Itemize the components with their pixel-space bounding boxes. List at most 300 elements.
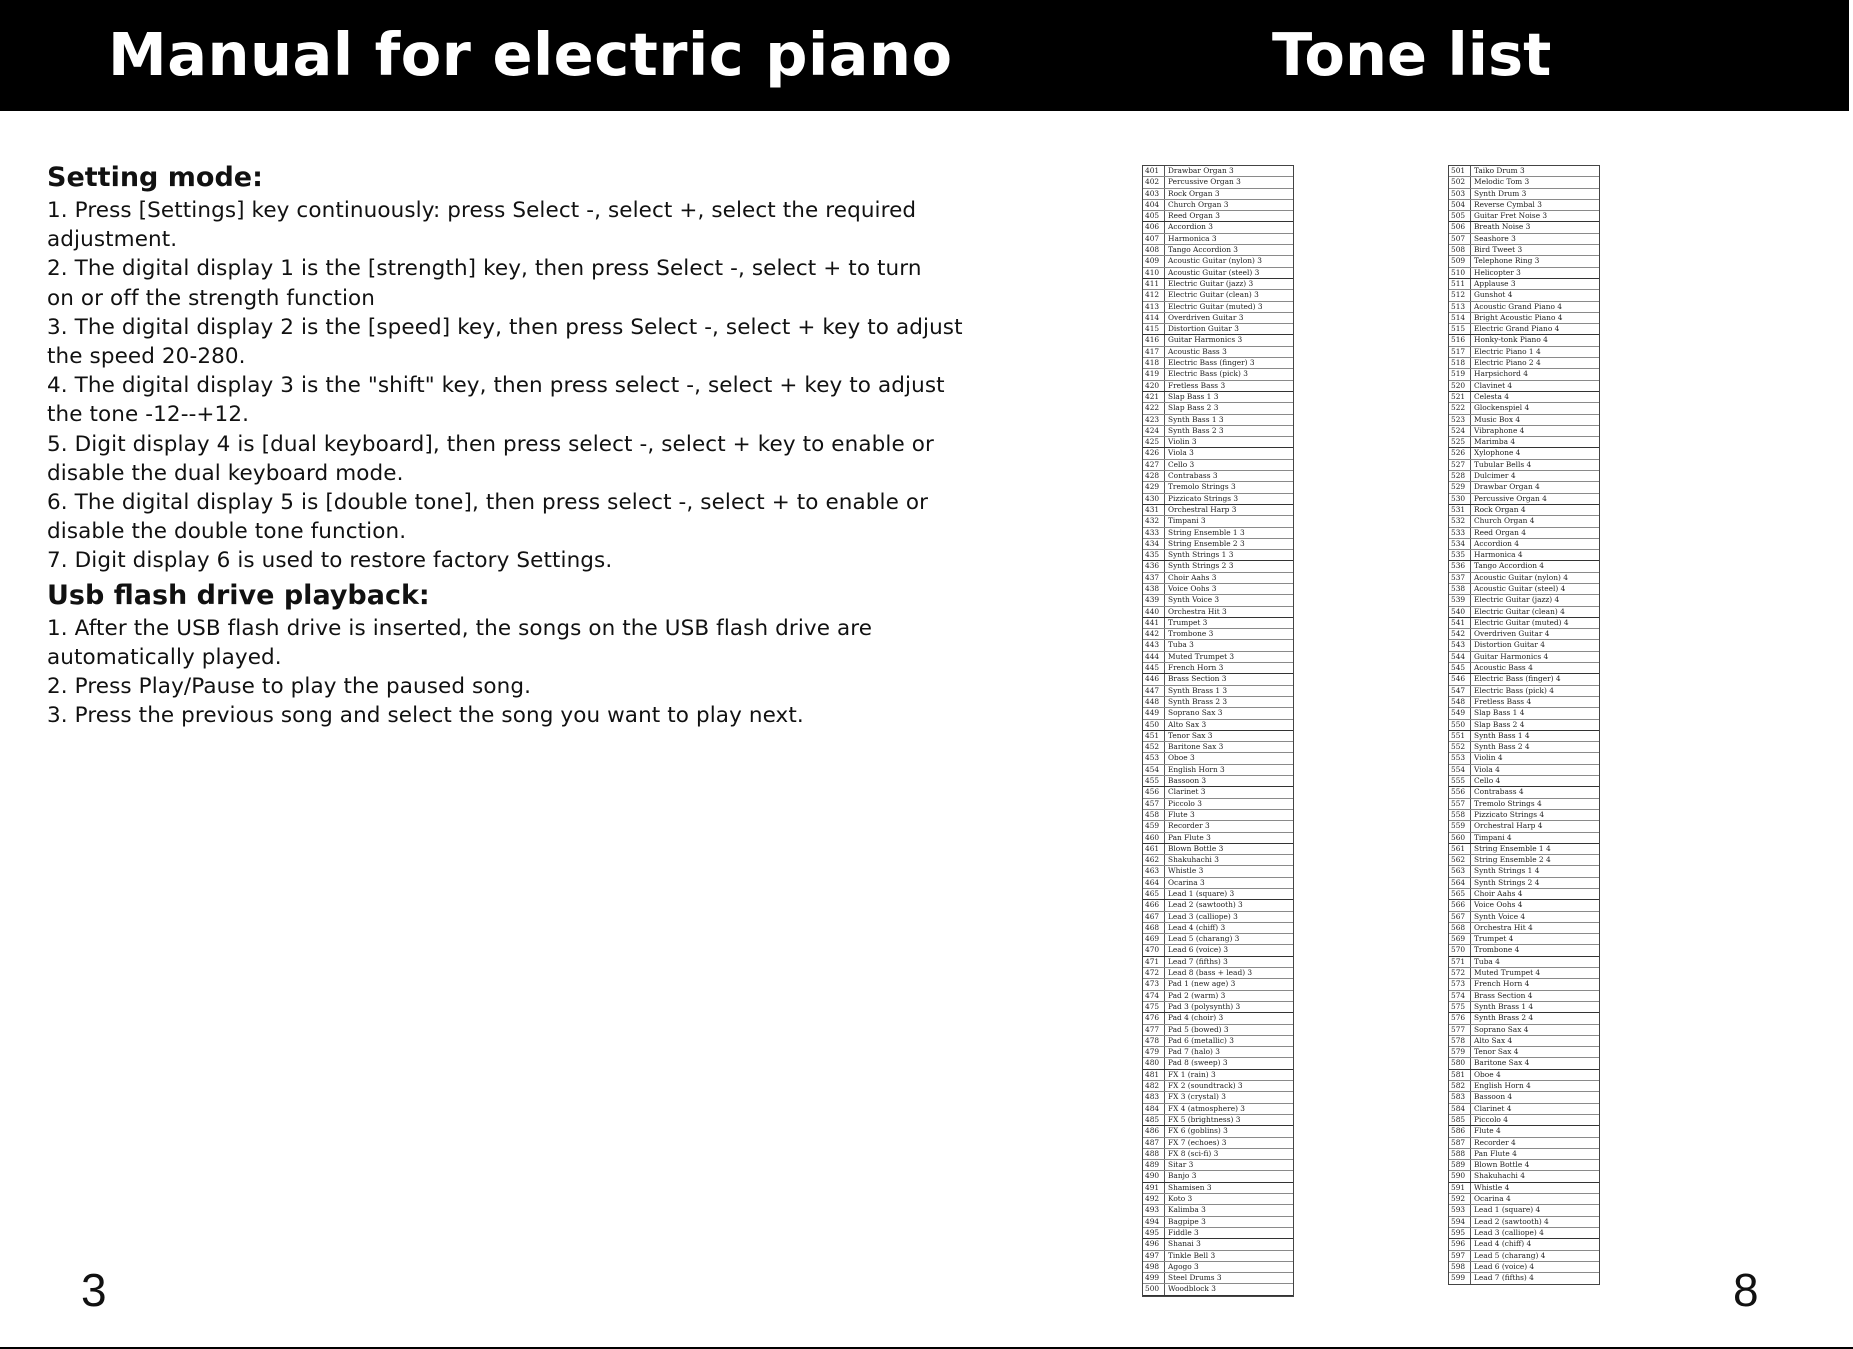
tone-name: Clavinet 4 bbox=[1474, 380, 1513, 390]
tone-number: 433 bbox=[1143, 528, 1165, 538]
tone-name: Pad 3 (polysynth) 3 bbox=[1168, 1001, 1241, 1011]
tone-row bbox=[1143, 1205, 1293, 1216]
tone-number: 459 bbox=[1143, 821, 1165, 831]
instructions-column bbox=[47, 158, 963, 730]
tone-row bbox=[1143, 415, 1293, 426]
tone-name: Dulcimer 4 bbox=[1474, 471, 1516, 481]
tone-row bbox=[1143, 1047, 1293, 1058]
tone-row bbox=[1143, 516, 1293, 527]
tone-name: FX 5 (brightness) 3 bbox=[1168, 1114, 1241, 1124]
tone-number: 425 bbox=[1143, 437, 1165, 447]
tone-row bbox=[1449, 222, 1599, 233]
tone-name: Harmonica 4 bbox=[1474, 550, 1523, 560]
tone-number: 539 bbox=[1449, 595, 1471, 605]
tone-name: Electric Bass (pick) 3 bbox=[1168, 369, 1248, 379]
tone-row bbox=[1449, 494, 1599, 505]
tone-number: 511 bbox=[1449, 279, 1471, 289]
tone-row bbox=[1143, 302, 1293, 313]
tone-number: 413 bbox=[1143, 302, 1165, 312]
tone-number: 485 bbox=[1143, 1115, 1165, 1125]
tone-row bbox=[1449, 358, 1599, 369]
tone-name: Agogo 3 bbox=[1168, 1261, 1199, 1271]
tone-number: 412 bbox=[1143, 290, 1165, 300]
tone-row bbox=[1143, 1171, 1293, 1182]
tone-number: 506 bbox=[1449, 222, 1471, 232]
tone-number: 441 bbox=[1143, 618, 1165, 628]
tone-name: Synth Voice 4 bbox=[1474, 911, 1526, 921]
tone-number: 523 bbox=[1449, 415, 1471, 425]
tone-number: 457 bbox=[1143, 799, 1165, 809]
tone-row bbox=[1143, 731, 1293, 742]
tone-row bbox=[1449, 1070, 1599, 1081]
tone-number: 524 bbox=[1449, 426, 1471, 436]
tone-row bbox=[1449, 663, 1599, 674]
tone-row bbox=[1449, 166, 1599, 177]
tone-row bbox=[1143, 448, 1293, 459]
tone-name: Lead 6 (voice) 3 bbox=[1168, 945, 1229, 955]
tone-row bbox=[1143, 573, 1293, 584]
tone-name: Fretless Bass 3 bbox=[1168, 380, 1226, 390]
tone-row bbox=[1449, 833, 1599, 844]
tone-number: 585 bbox=[1449, 1115, 1471, 1125]
tone-name: Percussive Organ 4 bbox=[1474, 493, 1547, 503]
tone-name: Synth Brass 2 3 bbox=[1168, 696, 1228, 706]
tone-number: 577 bbox=[1449, 1025, 1471, 1035]
tone-name: Lead 7 (fifths) 3 bbox=[1168, 956, 1228, 966]
tone-number: 435 bbox=[1143, 550, 1165, 560]
instruction-line: 4. The digital display 3 is the "shift" key, then press select -, select + key to adjust bbox=[47, 373, 945, 399]
tone-name: Pan Flute 4 bbox=[1474, 1148, 1517, 1158]
tone-number: 453 bbox=[1143, 753, 1165, 763]
tone-row bbox=[1449, 1273, 1599, 1284]
tone-name: Pad 7 (halo) 3 bbox=[1168, 1047, 1220, 1057]
tone-name: Synth Bass 2 3 bbox=[1168, 425, 1224, 435]
tone-name: Tremolo Strings 3 bbox=[1168, 482, 1236, 492]
tone-row bbox=[1143, 878, 1293, 889]
tone-name: Acoustic Grand Piano 4 bbox=[1474, 301, 1562, 311]
tone-name: Pad 8 (sweep) 3 bbox=[1168, 1058, 1228, 1068]
tone-list-table-501-599 bbox=[1448, 165, 1600, 1285]
tone-number: 589 bbox=[1449, 1160, 1471, 1170]
tone-row bbox=[1143, 663, 1293, 674]
tone-row bbox=[1449, 516, 1599, 527]
tone-row bbox=[1143, 889, 1293, 900]
tone-row bbox=[1449, 335, 1599, 346]
tone-number: 597 bbox=[1449, 1251, 1471, 1261]
tone-name: Electric Guitar (jazz) 3 bbox=[1168, 278, 1254, 288]
tone-name: Orchestral Harp 3 bbox=[1168, 504, 1237, 514]
tone-number: 564 bbox=[1449, 878, 1471, 888]
tone-name: Bassoon 3 bbox=[1168, 776, 1207, 786]
tone-number: 570 bbox=[1449, 945, 1471, 955]
tone-name: English Horn 4 bbox=[1474, 1081, 1531, 1091]
tone-name: Timpani 4 bbox=[1474, 832, 1512, 842]
tone-number: 494 bbox=[1143, 1217, 1165, 1227]
tone-name: Lead 7 (fifths) 4 bbox=[1474, 1273, 1534, 1283]
tone-row bbox=[1143, 290, 1293, 301]
tone-number: 575 bbox=[1449, 1002, 1471, 1012]
tone-name: Lead 5 (charang) 4 bbox=[1474, 1250, 1546, 1260]
tone-row bbox=[1143, 426, 1293, 437]
setting-mode-text bbox=[47, 196, 963, 576]
tone-row bbox=[1449, 1171, 1599, 1182]
tone-name: Bagpipe 3 bbox=[1168, 1216, 1206, 1226]
tone-number: 525 bbox=[1449, 437, 1471, 447]
tone-row bbox=[1449, 573, 1599, 584]
tone-name: Lead 5 (charang) 3 bbox=[1168, 934, 1240, 944]
tone-name: Synth Voice 3 bbox=[1168, 595, 1220, 605]
tone-row bbox=[1143, 403, 1293, 414]
tone-number: 540 bbox=[1449, 607, 1471, 617]
tone-row bbox=[1143, 686, 1293, 697]
tone-row bbox=[1143, 720, 1293, 731]
page-number-left: 3 bbox=[81, 1264, 107, 1316]
tone-row bbox=[1449, 787, 1599, 798]
tone-row bbox=[1449, 844, 1599, 855]
tone-name: Ocarina 3 bbox=[1168, 877, 1205, 887]
tone-row bbox=[1449, 1251, 1599, 1262]
tone-number: 551 bbox=[1449, 731, 1471, 741]
tone-row bbox=[1449, 539, 1599, 550]
tone-number: 542 bbox=[1449, 629, 1471, 639]
tone-name: Timpani 3 bbox=[1168, 516, 1206, 526]
instruction-line: adjustment. bbox=[47, 227, 178, 253]
tone-row bbox=[1143, 957, 1293, 968]
tone-name: Orchestra Hit 3 bbox=[1168, 606, 1227, 616]
tone-number: 483 bbox=[1143, 1092, 1165, 1102]
tone-number: 514 bbox=[1449, 313, 1471, 323]
tone-row bbox=[1143, 505, 1293, 516]
tone-number: 447 bbox=[1143, 686, 1165, 696]
tone-number: 504 bbox=[1449, 200, 1471, 210]
tone-name: Reed Organ 4 bbox=[1474, 527, 1526, 537]
tone-number: 429 bbox=[1143, 482, 1165, 492]
tone-name: Violin 3 bbox=[1168, 437, 1197, 447]
instruction-line: 1. After the USB flash drive is inserted, the songs on the USB flash drive are bbox=[47, 615, 873, 641]
tone-list-table-401-500 bbox=[1142, 165, 1294, 1297]
tone-number: 536 bbox=[1449, 561, 1471, 571]
tone-row bbox=[1449, 177, 1599, 188]
tone-name: FX 3 (crystal) 3 bbox=[1168, 1092, 1226, 1102]
tone-row bbox=[1449, 1194, 1599, 1205]
tone-number: 502 bbox=[1449, 177, 1471, 187]
tone-row bbox=[1449, 211, 1599, 222]
tone-row bbox=[1143, 1217, 1293, 1228]
tone-name: Acoustic Guitar (nylon) 3 bbox=[1168, 256, 1262, 266]
tone-name: FX 7 (echoes) 3 bbox=[1168, 1137, 1227, 1147]
tone-number: 499 bbox=[1143, 1273, 1165, 1283]
tone-row bbox=[1143, 844, 1293, 855]
tone-number: 482 bbox=[1143, 1081, 1165, 1091]
tone-name: Guitar Fret Noise 3 bbox=[1474, 211, 1548, 221]
tone-row bbox=[1449, 505, 1599, 516]
tone-number: 510 bbox=[1449, 268, 1471, 278]
tone-number: 448 bbox=[1143, 697, 1165, 707]
tone-name: Flute 4 bbox=[1474, 1126, 1501, 1136]
tone-number: 532 bbox=[1449, 516, 1471, 526]
tone-number: 465 bbox=[1143, 889, 1165, 899]
tone-number: 497 bbox=[1143, 1251, 1165, 1261]
tone-number: 489 bbox=[1143, 1160, 1165, 1170]
tone-name: Synth Brass 1 4 bbox=[1474, 1001, 1534, 1011]
tone-name: Lead 4 (chiff) 4 bbox=[1474, 1239, 1532, 1249]
instruction-line: on or off the strength function bbox=[47, 285, 376, 311]
tone-name: Steel Drums 3 bbox=[1168, 1273, 1222, 1283]
tone-name: FX 1 (rain) 3 bbox=[1168, 1069, 1216, 1079]
tone-row bbox=[1143, 968, 1293, 979]
tone-row bbox=[1143, 189, 1293, 200]
tone-number: 598 bbox=[1449, 1262, 1471, 1272]
tone-number: 546 bbox=[1449, 674, 1471, 684]
tone-name: Melodic Tom 3 bbox=[1474, 177, 1530, 187]
tone-name: Soprano Sax 4 bbox=[1474, 1024, 1529, 1034]
tone-row bbox=[1449, 1104, 1599, 1115]
tone-row bbox=[1449, 437, 1599, 448]
tone-name: Tango Accordion 4 bbox=[1474, 561, 1545, 571]
tone-number: 547 bbox=[1449, 686, 1471, 696]
tone-name: Lead 8 (bass + lead) 3 bbox=[1168, 968, 1253, 978]
tone-row bbox=[1143, 945, 1293, 956]
tone-row bbox=[1449, 471, 1599, 482]
tone-name: Pizzicato Strings 4 bbox=[1474, 809, 1545, 819]
tone-number: 596 bbox=[1449, 1239, 1471, 1249]
instruction-line: the speed 20-280. bbox=[47, 344, 246, 370]
tone-row bbox=[1143, 584, 1293, 595]
tone-name: Glockenspiel 4 bbox=[1474, 403, 1530, 413]
instruction-line: 5. Digit display 4 is [dual keyboard], then press select -, select + key to enable or bbox=[47, 431, 934, 457]
tone-number: 584 bbox=[1449, 1104, 1471, 1114]
tone-number: 508 bbox=[1449, 245, 1471, 255]
tone-name: Acoustic Bass 4 bbox=[1474, 663, 1533, 673]
tone-number: 538 bbox=[1449, 584, 1471, 594]
tone-row bbox=[1143, 1025, 1293, 1036]
tone-name: Clarinet 4 bbox=[1474, 1103, 1512, 1113]
tone-number: 566 bbox=[1449, 900, 1471, 910]
tone-name: Electric Guitar (jazz) 4 bbox=[1474, 595, 1560, 605]
tone-row bbox=[1449, 200, 1599, 211]
tone-name: Harpsichord 4 bbox=[1474, 369, 1528, 379]
tone-row bbox=[1143, 923, 1293, 934]
tone-row bbox=[1449, 821, 1599, 832]
tone-number: 587 bbox=[1449, 1138, 1471, 1148]
tone-number: 554 bbox=[1449, 765, 1471, 775]
tone-row bbox=[1143, 369, 1293, 380]
tone-name: Piccolo 3 bbox=[1168, 798, 1202, 808]
tone-name: Rock Organ 4 bbox=[1474, 504, 1526, 514]
tone-number: 507 bbox=[1449, 234, 1471, 244]
tone-number: 526 bbox=[1449, 448, 1471, 458]
tone-row bbox=[1449, 1217, 1599, 1228]
tone-number: 527 bbox=[1449, 460, 1471, 470]
tone-name: Distortion Guitar 4 bbox=[1474, 640, 1545, 650]
tone-name: Tenor Sax 4 bbox=[1474, 1047, 1519, 1057]
tone-number: 521 bbox=[1449, 392, 1471, 402]
tone-name: Blown Bottle 4 bbox=[1474, 1160, 1530, 1170]
tone-name: Vibraphone 4 bbox=[1474, 425, 1525, 435]
tone-name: Slap Bass 2 4 bbox=[1474, 719, 1525, 729]
tone-row bbox=[1143, 1138, 1293, 1149]
tone-row bbox=[1449, 923, 1599, 934]
tone-number: 436 bbox=[1143, 561, 1165, 571]
tone-number: 509 bbox=[1449, 256, 1471, 266]
instruction-line: disable the double tone function. bbox=[47, 519, 407, 545]
tone-row bbox=[1449, 991, 1599, 1002]
tone-name: Acoustic Guitar (nylon) 4 bbox=[1474, 572, 1568, 582]
tone-number: 533 bbox=[1449, 528, 1471, 538]
tone-number: 476 bbox=[1143, 1013, 1165, 1023]
tone-number: 471 bbox=[1143, 957, 1165, 967]
tone-row bbox=[1449, 765, 1599, 776]
tone-number: 518 bbox=[1449, 358, 1471, 368]
tone-row bbox=[1143, 991, 1293, 1002]
tone-row bbox=[1449, 742, 1599, 753]
usb-playback-heading: Usb flash drive playback: bbox=[47, 579, 430, 611]
tone-number: 599 bbox=[1449, 1273, 1471, 1284]
tone-row bbox=[1143, 460, 1293, 471]
tone-number: 595 bbox=[1449, 1228, 1471, 1238]
tone-name: Oboe 4 bbox=[1474, 1069, 1501, 1079]
tone-number: 452 bbox=[1143, 742, 1165, 752]
tone-number: 519 bbox=[1449, 369, 1471, 379]
tone-number: 434 bbox=[1143, 539, 1165, 549]
tone-row bbox=[1143, 618, 1293, 629]
tone-number: 428 bbox=[1143, 471, 1165, 481]
tone-number: 493 bbox=[1143, 1205, 1165, 1215]
tone-row bbox=[1143, 245, 1293, 256]
tone-number: 424 bbox=[1143, 426, 1165, 436]
tone-row bbox=[1449, 595, 1599, 606]
tone-number: 582 bbox=[1449, 1081, 1471, 1091]
tone-row bbox=[1143, 1070, 1293, 1081]
tone-number: 594 bbox=[1449, 1217, 1471, 1227]
tone-number: 531 bbox=[1449, 505, 1471, 515]
tone-name: FX 8 (sci-fi) 3 bbox=[1168, 1148, 1219, 1158]
tone-number: 461 bbox=[1143, 844, 1165, 854]
tone-row bbox=[1449, 776, 1599, 787]
tone-row bbox=[1449, 1115, 1599, 1126]
tone-row bbox=[1449, 381, 1599, 392]
tone-row bbox=[1143, 1115, 1293, 1126]
tone-row bbox=[1143, 1081, 1293, 1092]
tone-row bbox=[1449, 561, 1599, 572]
tone-row bbox=[1449, 1228, 1599, 1239]
tone-name: Cello 3 bbox=[1168, 459, 1195, 469]
tone-number: 578 bbox=[1449, 1036, 1471, 1046]
tone-name: Pad 5 (bowed) 3 bbox=[1168, 1024, 1229, 1034]
tone-row bbox=[1143, 1251, 1293, 1262]
tone-name: Synth Strings 1 4 bbox=[1474, 866, 1540, 876]
tone-row bbox=[1449, 945, 1599, 956]
tone-number: 565 bbox=[1449, 889, 1471, 899]
tone-row bbox=[1449, 1205, 1599, 1216]
tone-row bbox=[1143, 200, 1293, 211]
tone-row bbox=[1449, 403, 1599, 414]
tone-name: Taiko Drum 3 bbox=[1474, 166, 1525, 175]
tone-number: 480 bbox=[1143, 1058, 1165, 1068]
tone-name: Synth Bass 2 4 bbox=[1474, 742, 1530, 752]
tone-number: 590 bbox=[1449, 1171, 1471, 1181]
tone-number: 462 bbox=[1143, 855, 1165, 865]
tone-name: Lead 2 (sawtooth) 3 bbox=[1168, 900, 1243, 910]
tone-name: Contrabass 3 bbox=[1168, 471, 1218, 481]
tone-number: 495 bbox=[1143, 1228, 1165, 1238]
tone-name: String Ensemble 1 4 bbox=[1474, 843, 1551, 853]
tone-name: Fiddle 3 bbox=[1168, 1227, 1199, 1237]
tone-name: Tuba 4 bbox=[1474, 956, 1500, 966]
tone-row bbox=[1143, 833, 1293, 844]
tone-number: 501 bbox=[1449, 166, 1471, 176]
tone-number: 458 bbox=[1143, 810, 1165, 820]
tone-name: Viola 4 bbox=[1474, 764, 1500, 774]
instruction-line: 1. Press [Settings] key continuously: press Select -, select +, select the required bbox=[47, 198, 917, 223]
tone-row bbox=[1449, 1239, 1599, 1250]
tone-row bbox=[1449, 753, 1599, 764]
tone-name: Voice Oohs 4 bbox=[1474, 900, 1523, 910]
tone-number: 410 bbox=[1143, 268, 1165, 278]
tone-row bbox=[1449, 369, 1599, 380]
tone-row bbox=[1143, 1126, 1293, 1137]
tone-name: Acoustic Guitar (steel) 3 bbox=[1168, 267, 1260, 277]
instruction-line: automatically played. bbox=[47, 644, 282, 670]
tone-number: 408 bbox=[1143, 245, 1165, 255]
tone-number: 438 bbox=[1143, 584, 1165, 594]
tone-name: Church Organ 4 bbox=[1474, 516, 1535, 526]
tone-name: String Ensemble 2 4 bbox=[1474, 855, 1551, 865]
tone-number: 537 bbox=[1449, 573, 1471, 583]
tone-row bbox=[1449, 584, 1599, 595]
tone-name: Trombone 3 bbox=[1168, 629, 1214, 639]
tone-row bbox=[1449, 528, 1599, 539]
tone-number: 470 bbox=[1143, 945, 1165, 955]
tone-name: Pad 2 (warm) 3 bbox=[1168, 990, 1226, 1000]
tone-row bbox=[1449, 855, 1599, 866]
tone-name: Drawbar Organ 3 bbox=[1168, 166, 1234, 175]
tone-row bbox=[1449, 708, 1599, 719]
tone-name: Choir Aahs 4 bbox=[1474, 889, 1523, 898]
tone-number: 505 bbox=[1449, 211, 1471, 221]
tone-name: Electric Bass (pick) 4 bbox=[1474, 685, 1554, 695]
tone-name: Acoustic Guitar (steel) 4 bbox=[1474, 583, 1566, 593]
tone-row bbox=[1143, 742, 1293, 753]
tone-list-title: Tone list bbox=[1272, 20, 1552, 89]
tone-row bbox=[1143, 979, 1293, 990]
tone-name: Recorder 3 bbox=[1168, 821, 1210, 831]
tone-row bbox=[1449, 256, 1599, 267]
tone-name: Electric Guitar (muted) 3 bbox=[1168, 301, 1263, 311]
tone-row bbox=[1449, 1183, 1599, 1194]
tone-number: 414 bbox=[1143, 313, 1165, 323]
tone-row bbox=[1449, 618, 1599, 629]
tone-name: Whistle 4 bbox=[1474, 1182, 1510, 1192]
instruction-line: 3. Press the previous song and select the song you want to play next. bbox=[47, 703, 804, 729]
tone-number: 407 bbox=[1143, 234, 1165, 244]
tone-number: 571 bbox=[1449, 957, 1471, 967]
tone-row bbox=[1449, 720, 1599, 731]
tone-name: Slap Bass 1 3 bbox=[1168, 391, 1219, 401]
tone-number: 572 bbox=[1449, 968, 1471, 978]
tone-number: 423 bbox=[1143, 415, 1165, 425]
tone-number: 487 bbox=[1143, 1138, 1165, 1148]
tone-name: Whistle 3 bbox=[1168, 866, 1204, 876]
tone-row bbox=[1143, 708, 1293, 719]
tone-number: 411 bbox=[1143, 279, 1165, 289]
tone-name: Bird Tweet 3 bbox=[1474, 245, 1523, 255]
tone-number: 541 bbox=[1449, 618, 1471, 628]
tone-row bbox=[1143, 1160, 1293, 1171]
tone-name: Electric Bass (finger) 4 bbox=[1474, 674, 1561, 684]
tone-number: 444 bbox=[1143, 652, 1165, 662]
tone-row bbox=[1143, 697, 1293, 708]
